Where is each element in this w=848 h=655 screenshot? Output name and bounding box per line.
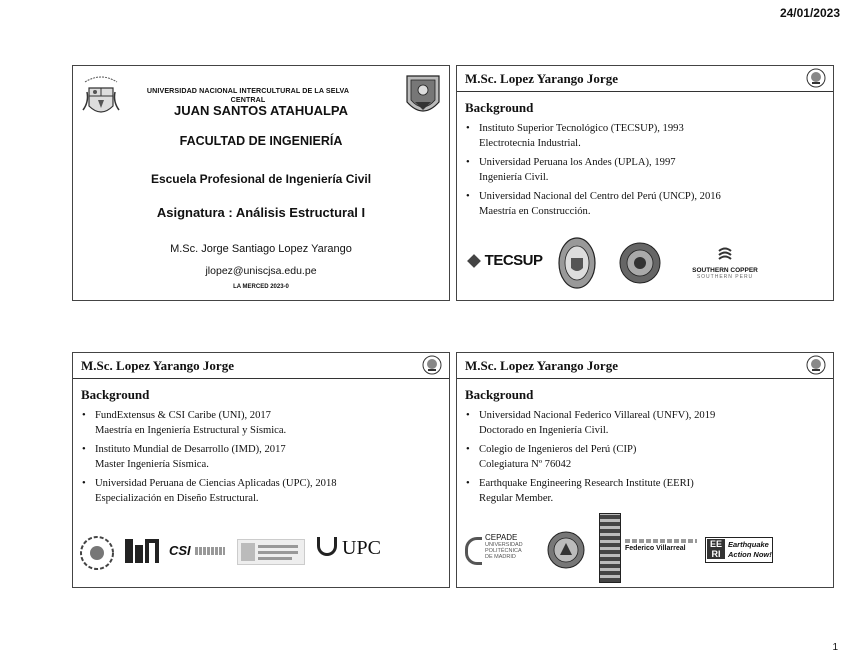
list-item: • Colegio de Ingenieros del Perú (CIP) Colegiatura Nº 76042: [465, 442, 827, 472]
csi-caribe-text-icon: [195, 547, 225, 555]
instructor-name: M.Sc. Jorge Santiago Lopez Yarango: [170, 243, 352, 255]
uncp-seal-icon: [619, 242, 661, 284]
background-list: [81, 408, 443, 510]
slide-title: M.Sc. Lopez Yarango Jorge: [81, 358, 234, 373]
slide-header: [457, 353, 833, 379]
slide-title: M.Sc. Lopez Yarango Jorge: [465, 71, 618, 86]
university-name: JUAN SANTOS ATAHUALPA: [173, 103, 349, 118]
tecsup-logo: TECSUP: [467, 252, 543, 269]
print-date: 24/01/2023: [779, 6, 840, 20]
university-header: UNIVERSIDAD NACIONAL INTERCULTURAL DE LA SELVA CENTRAL: [146, 86, 350, 104]
unfv-logo: Federico Villarreal: [625, 539, 697, 552]
uni-logo-icon: [125, 539, 159, 567]
upc-logo: UPC: [317, 537, 381, 560]
institution-logos: CEPADE UNIVERSIDAD POLITÉCNICA DE MADRID Federico Villarreal EE RI Earthquake Action Now!: [457, 513, 833, 585]
imd-logo-icon: [237, 539, 305, 565]
list-item: • FundExtensus & CSI Caribe (UNI), 2017 Maestría en Ingeniería Estructural y Sísmica.: [81, 408, 443, 438]
list-item: • Universidad Nacional del Centro del Perú (UNCP), 2016 Maestría en Construcción.: [465, 189, 827, 219]
slide-background-1: [456, 65, 834, 301]
section-heading: Background: [465, 100, 534, 115]
section-heading: Background: [81, 387, 150, 402]
list-item: • Instituto Mundial de Desarrollo (IMD), 2017 Master Ingeniería Sísmica.: [81, 442, 443, 472]
university-seal-icon: [422, 355, 442, 375]
list-item: • Universidad Peruana los Andes (UPLA), 1997 Ingeniería Civil.: [465, 155, 827, 185]
csi-logo: CSI: [169, 543, 191, 558]
southern-copper-logo: SOUTHERN COPPER SOUTHERN PERU: [685, 246, 765, 280]
upla-seal-icon: [557, 236, 597, 290]
institution-logos: [73, 531, 449, 579]
school-name: Escuela Profesional de Ingeniería Civil: [150, 172, 372, 186]
upc-icon: [317, 537, 337, 556]
slide-header: [73, 353, 449, 379]
university-seal-icon: [806, 68, 826, 88]
unfv-small-text-icon: [625, 539, 697, 543]
course-name: Asignatura : Análisis Estructural I: [156, 205, 366, 220]
unfv-banner-icon: [599, 513, 621, 583]
section-heading: Background: [465, 387, 534, 402]
page-number: 1: [832, 642, 838, 653]
list-item: • Universidad Nacional Federico Villareal (UNFV), 2019 Doctorado en Ingeniería Civil.: [465, 408, 827, 438]
eeri-logo: EE RI Earthquake Action Now!: [705, 537, 773, 563]
university-seal-icon: [806, 355, 826, 375]
slide-background-2: [72, 352, 450, 588]
slide-title: [72, 65, 450, 301]
slide-header: [457, 66, 833, 92]
eeri-icon: EE RI: [707, 539, 725, 559]
southern-copper-icon: [717, 246, 733, 262]
slide-title: M.Sc. Lopez Yarango Jorge: [465, 358, 618, 373]
faculty-name: FACULTAD DE INGENIERÍA: [179, 134, 343, 148]
location-date: LA MERCED 2023-0: [233, 284, 289, 290]
list-item: • Earthquake Engineering Research Institute (EERI) Regular Member.: [465, 476, 827, 506]
cip-seal-icon: [547, 531, 585, 569]
institution-logos: [457, 236, 833, 292]
cepade-icon: [465, 537, 482, 565]
background-list: [465, 408, 827, 510]
background-list: [465, 121, 827, 223]
list-item: • Instituto Superior Tecnológico (TECSUP), 1993 Electrotecnia Industrial.: [465, 121, 827, 151]
list-item: • Universidad Peruana de Ciencias Aplicadas (UPC), 2018 Especialización en Diseño Estructural.: [81, 476, 443, 506]
fundextensus-logo-icon: [79, 535, 115, 571]
slide-background-3: [456, 352, 834, 588]
tecsup-icon: [467, 254, 481, 268]
instructor-email[interactable]: jlopez@uniscjsa.edu.pe: [205, 265, 317, 277]
